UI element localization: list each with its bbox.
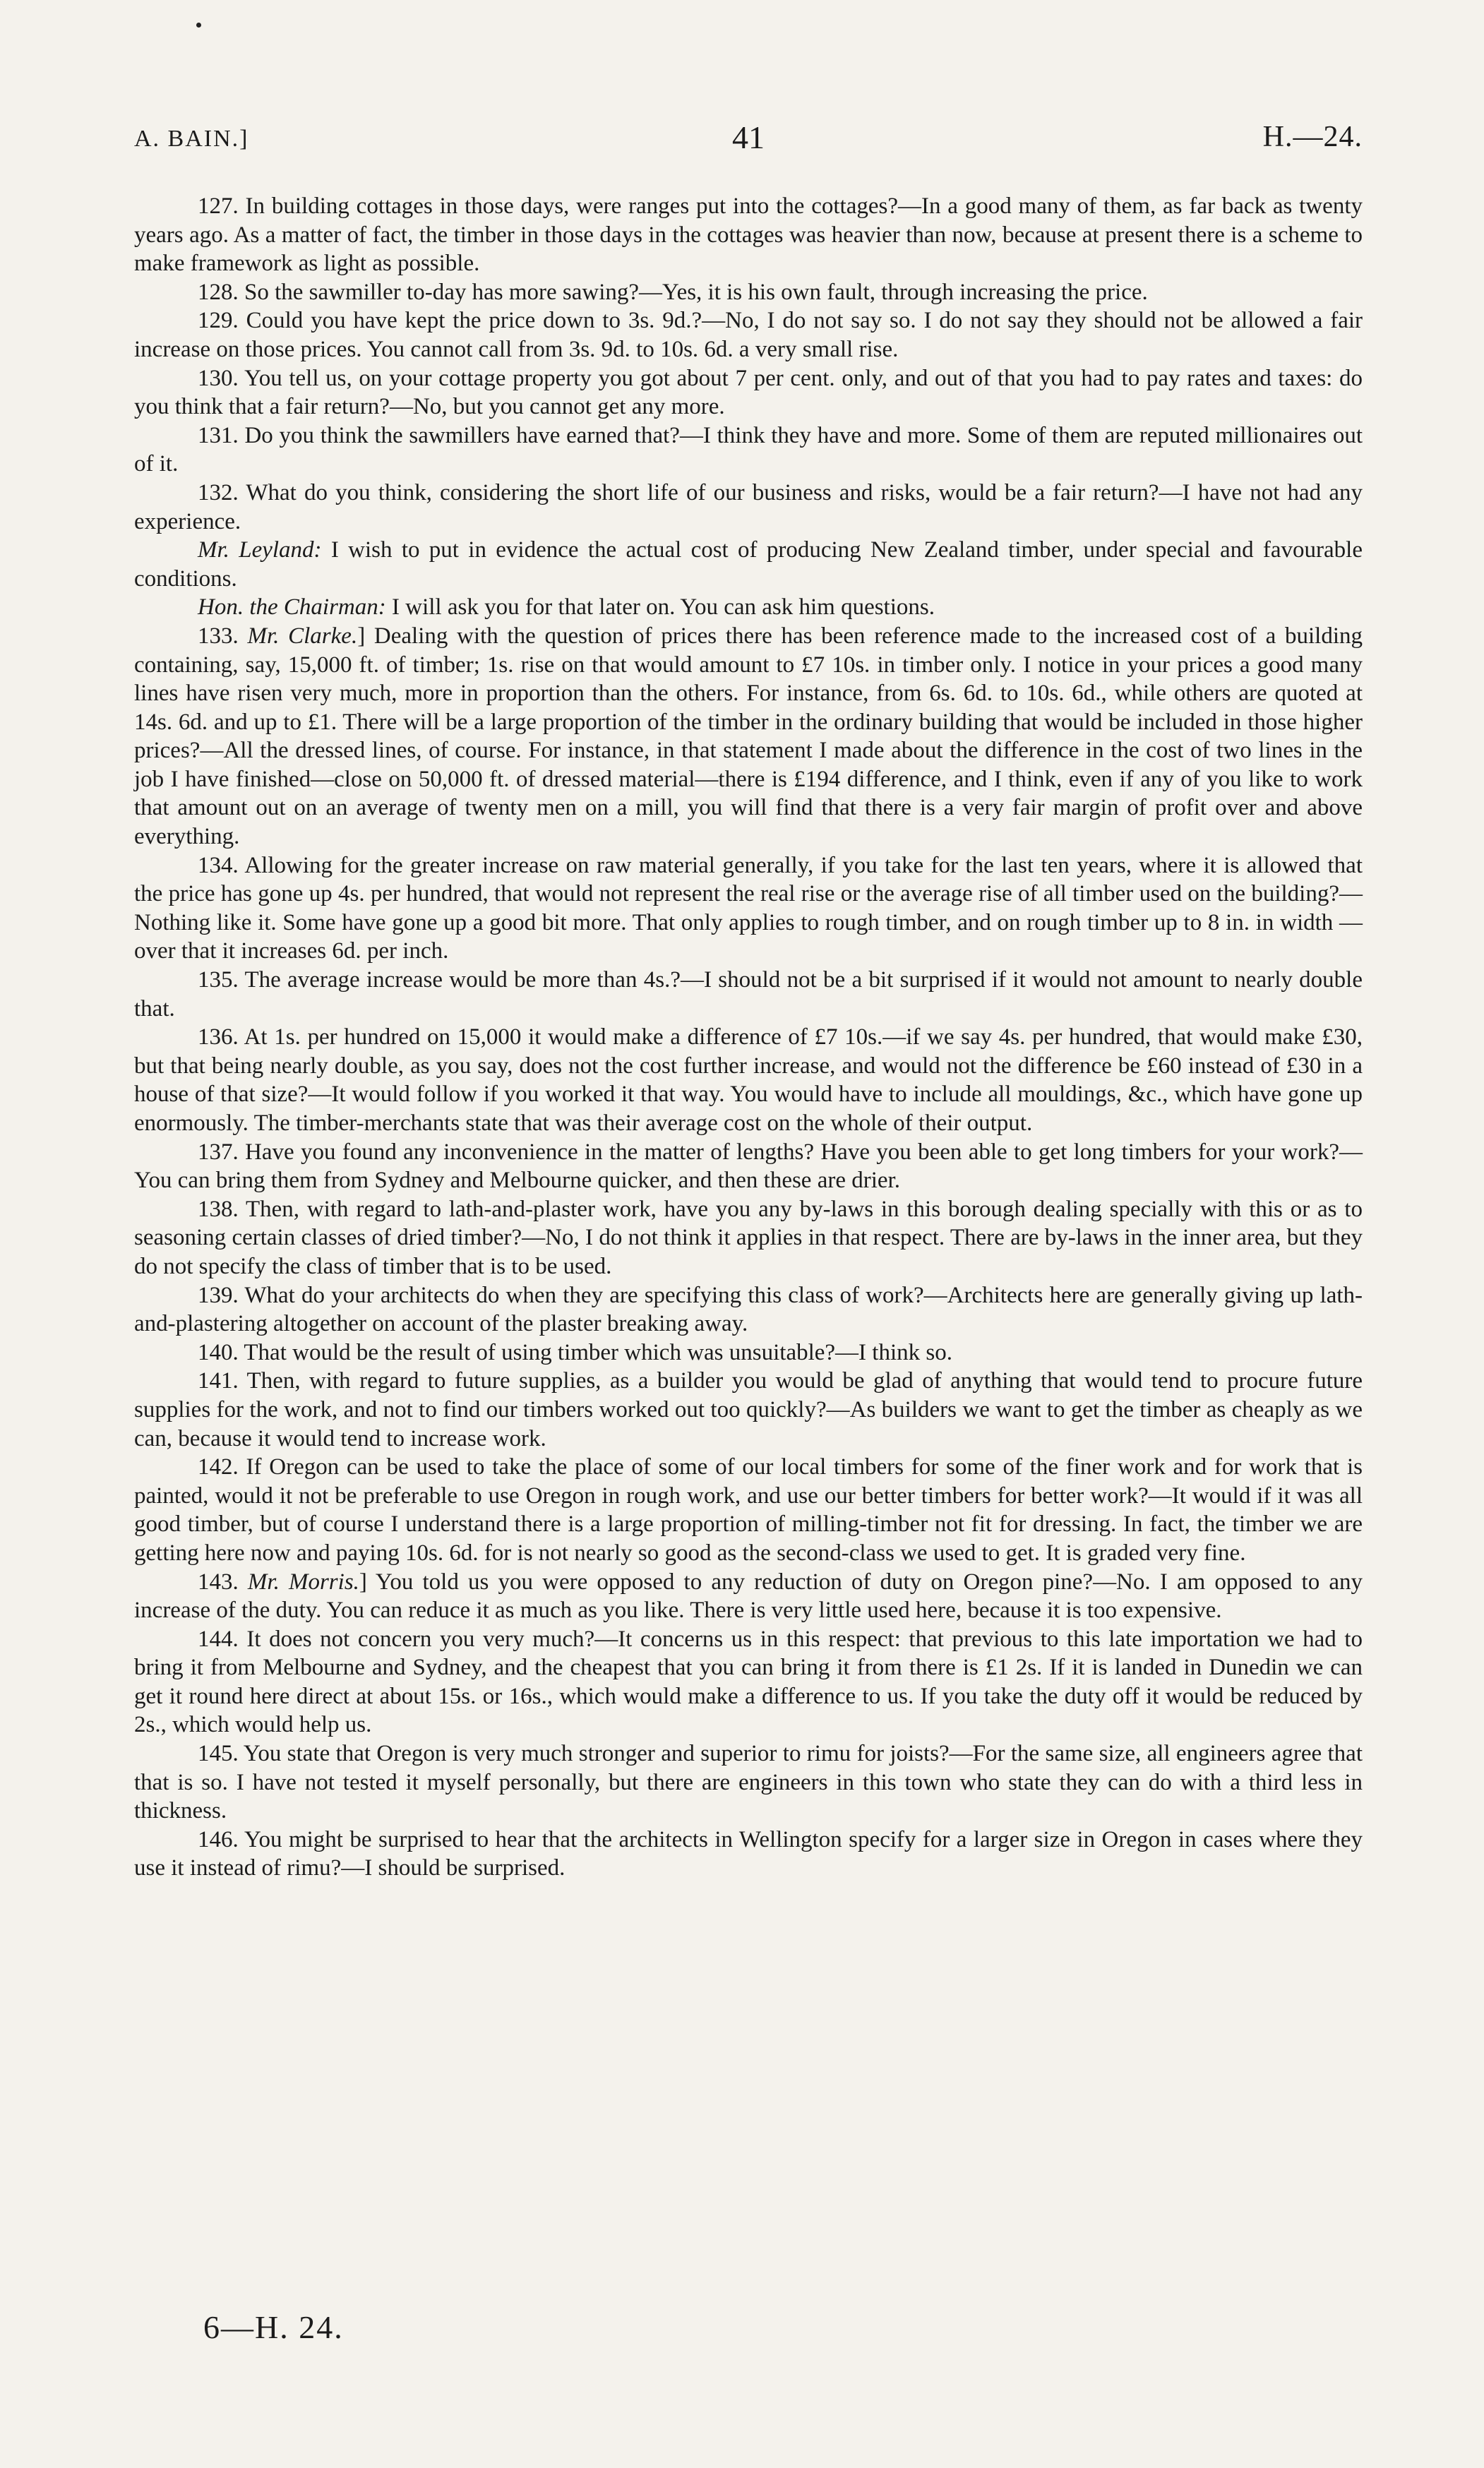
paragraph-leyland xyxy=(134,536,1363,593)
witness-name: A. BAIN.] xyxy=(134,126,249,152)
paragraph-129: 129. Could you have kept the price down to 3s. 9d.?—No, I do not say so. I do not say they should not be allowed a fair increase on those prices. You cannot call from 3s. 9d. to 10s. 6d. a very small rise. xyxy=(134,308,1363,362)
paragraph-chairman xyxy=(134,593,1363,622)
question-number: 143. xyxy=(198,1569,248,1595)
speaker-name: Hon. the Chairman: xyxy=(198,594,386,621)
paragraph-132: 132. What do you think, considering the short life of our business and risks, would be a fair return?—I have not had any experience. xyxy=(134,479,1363,534)
paragraph-text: I wish to put in evidence the actual cost of producing New Zealand timber, under special and favourable conditions. xyxy=(134,537,1363,592)
paragraph-142: 142. If Oregon can be used to take the place of some of our local timbers for some of the finer work and for work that is painted, would it not be preferable to use Oregon in rough work, and use our better timbers for better work?—It would if it was all good timber, but of course I understand there is a large proportion of milling-timber not fit for dressing. In fact, the timber we are getting here now and paying 10s. 6d. for is not nearly so good as the second-class we used to get. It is graded very fine. xyxy=(134,1454,1363,1566)
paragraph-135: 135. The average increase would be more than 4s.?—I should not be a bit surprised if it would not amount to nearly double that. xyxy=(134,967,1363,1022)
paragraph-133 xyxy=(134,622,1363,851)
paragraph-140: 140. That would be the result of using timber which was unsuitable?—I think so. xyxy=(198,1339,952,1365)
paragraph-138: 138. Then, with regard to lath-and-plaster work, have you any by-laws in this borough dealing specially with this or as to seasoning certain classes of dried timber?—No, I do not think it applies in that respect. There are by-laws in the inner area, but they do not specify the class of timber that is to be used. xyxy=(134,1196,1363,1279)
paragraph-128: 128. So the sawmiller to-day has more sawing?—Yes, it is his own fault, through increasing the price. xyxy=(198,279,1148,305)
paragraph-139: 139. What do your architects do when they are specifying this class of work?—Architects here are generally giving up lath-and-plastering altogether on account of the plaster breaking away. xyxy=(134,1282,1363,1337)
document-reference: H.—24. xyxy=(1262,121,1363,153)
paragraph-145: 145. You state that Oregon is very much stronger and superior to rimu for joists?—For the same size, all engineers agree that that is so. I have not tested it myself personally, but there are engineers in this town who state they can do with a third less in thickness. xyxy=(134,1741,1363,1824)
paragraph-144: 144. It does not concern you very much?—It concerns us in this respect: that previous to this late importation we had to bring it from Melbourne and Sydney, and the cheapest that you can bring it from there is £1 2s. If it is landed in Dunedin we can get it round here direct at about 15s. or 16s., which would make a difference to us. If you take the duty off it would be reduced by 2s., which would help us. xyxy=(134,1626,1363,1738)
paragraph-146: 146. You might be surprised to hear that the architects in Wellington specify for a larger size in Oregon in cases where they use it instead of rimu?—I should be surprised. xyxy=(134,1826,1363,1881)
printer-signature: 6—H. 24. xyxy=(203,2309,344,2345)
paragraph-137: 137. Have you found any inconvenience in the matter of lengths? Have you been able to get long timbers for your work?—You can bring them from Sydney and Melbourne quicker, and then these are drier. xyxy=(134,1139,1363,1194)
speaker-name: Mr. Clarke. xyxy=(247,623,358,649)
question-number: 133. xyxy=(198,623,248,649)
page-header xyxy=(134,119,1363,161)
paragraph-131: 131. Do you think the sawmillers have earned that?—I think they have and more. Some of them are reputed millionaires out of it. xyxy=(134,422,1363,477)
paragraph-136: 136. At 1s. per hundred on 15,000 it would make a difference of £7 10s.—if we say 4s. per hundred, that would make £30, but that being nearly double, as you say, does not the cost further increase, and would not the difference be £60 instead of £30 in a house of that size?—It would follow if you worked it that way. You would have to include all mouldings, &c., which have gone up enormously. The timber-merchants state that was their average cost on the whole of their output. xyxy=(134,1024,1363,1136)
speaker-name: Mr. Morris. xyxy=(247,1569,359,1595)
speaker-name: Mr. Leyland: xyxy=(198,537,322,563)
print-speck xyxy=(196,23,201,28)
evidence-body xyxy=(134,192,1363,1883)
paragraph-text: ] Dealing with the question of prices there has been reference made to the increased cost of a building containing, say, 15,000 ft. of timber; 1s. rise on that would amount to £7 10s. in timber only. I notice in your prices a good many lines have risen very much, more in proportion than the others. For instance, from 6s. 6d. to 10s. 6d., while others are quoted at 14s. 6d. and up to £1. There will be a large proportion of the timber in the ordinary building that would be included in those higher prices?—All the dressed lines, of course. For instance, in that statement I made about the difference in the cost of two lines in the job I have finished—close on 50,000 ft. of dressed material—there is £194 difference, and I think, even if any of you like to work that amount out on an average of twenty men on a mill, you will find that there is a very fair margin of profit over and above everything. xyxy=(134,623,1363,850)
paragraph-143 xyxy=(134,1568,1363,1625)
paragraph-130: 130. You tell us, on your cottage property you got about 7 per cent. only, and out of that you had to pay rates and taxes: do you think that a fair return?—No, but you cannot get any more. xyxy=(134,365,1363,420)
page-number: 41 xyxy=(732,119,765,155)
paragraph-text: I will ask you for that later on. You can ask him questions. xyxy=(385,594,935,621)
paragraph-text: ] You told us you were opposed to any reduction of duty on Oregon pine?—No. I am opposed to any increase of the duty. You can reduce it as much as you like. There is very little used here, because it is too expensive. xyxy=(134,1569,1363,1624)
paragraph-127: 127. In building cottages in those days, were ranges put into the cottages?—In a good many of them, as far back as twenty years ago. As a matter of fact, the timber in those days in the cottages was heavier than now, because at present there is a scheme to make framework as light as possible. xyxy=(134,193,1363,277)
paragraph-134: 134. Allowing for the greater increase on raw material generally, if you take for the last ten years, where it is allowed that the price has gone up 4s. per hundred, that would not represent the real rise or the average rise of all timber used on the building?—Nothing like it. Some have gone up a good bit more. That only applies to rough timber, and on rough timber up to 8 in. in width —over that it increases 6d. per inch. xyxy=(134,852,1363,964)
paragraph-141: 141. Then, with regard to future supplies, as a builder you would be glad of anything that would tend to procure future supplies for the work, and not to find our timbers worked out too quickly?—As builders we want to get the timber as cheaply as we can, because it would tend to increase work. xyxy=(134,1368,1363,1451)
